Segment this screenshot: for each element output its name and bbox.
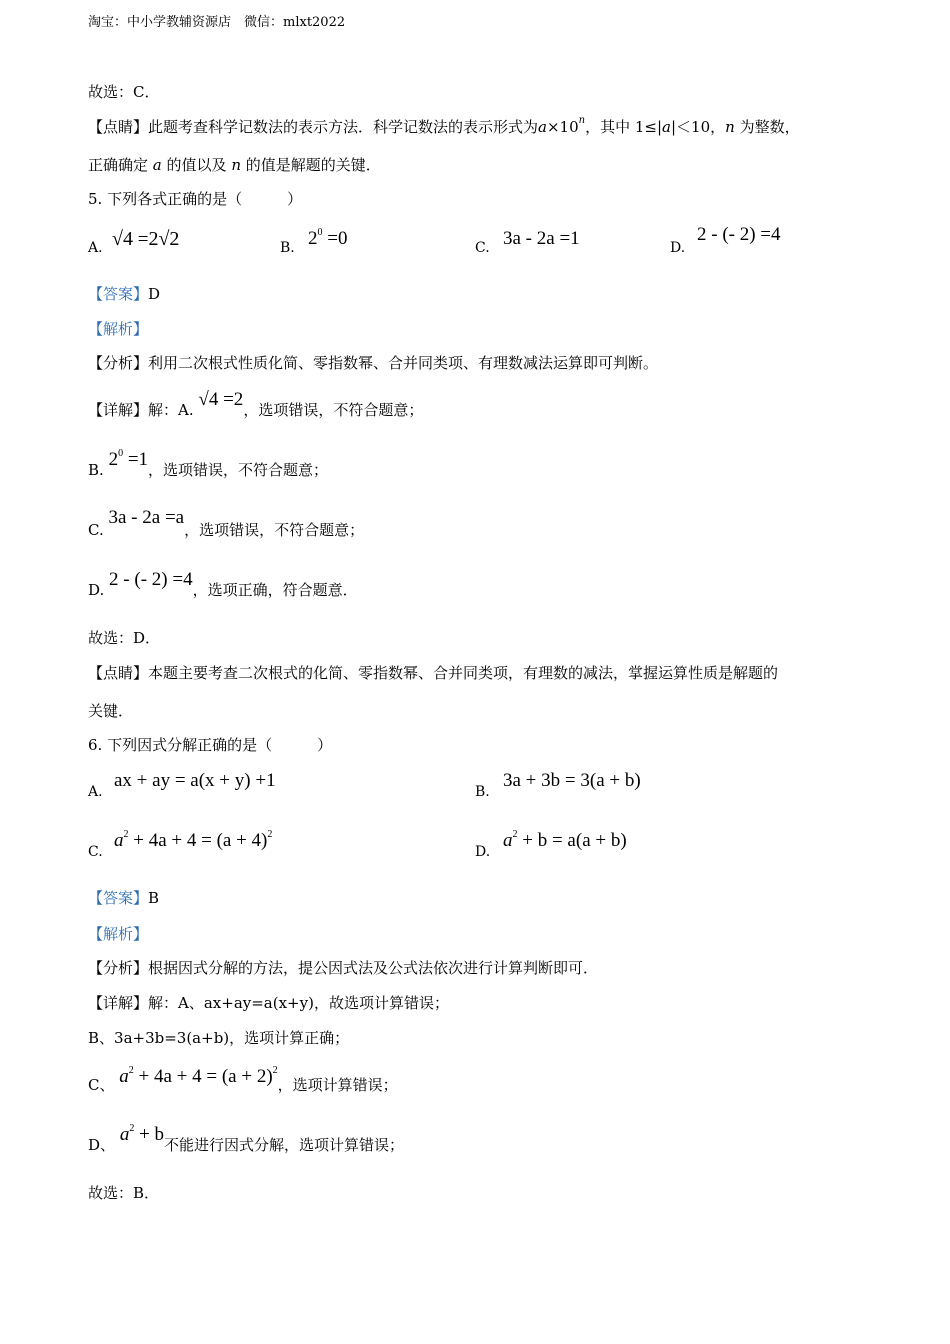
q5-comment-line2: 关键． [88, 702, 134, 720]
q6-detail-d [88, 1123, 405, 1158]
q6-detail-a [88, 993, 449, 1013]
q5-choose: 故选：D． [88, 629, 161, 647]
comment-text: 本题主要考查二次根式的化简、零指数幂、合并同类项，有理数的减法，掌握运算性质是解题的 [148, 664, 779, 682]
base: a [119, 1124, 130, 1145]
q5-answer [88, 284, 160, 304]
fenxi-tag: 【分析】 [88, 959, 149, 977]
comment-text: ，其中 1≤| [585, 118, 663, 136]
q5-detail-a [88, 389, 424, 420]
q5-detail-b [88, 448, 329, 483]
expr-rest: + 4a + 4 = (a + 2) [133, 1066, 273, 1087]
q5-fenxi [88, 353, 658, 373]
option-label: C. [88, 844, 103, 860]
detail-math: 2 - (- 2) =4 [109, 569, 193, 590]
page-header: 淘宝：中小学教辅资源店 微信：mlxt2022 [88, 15, 346, 30]
var-a: a [152, 156, 162, 174]
option-expr [503, 830, 627, 852]
detail-math [119, 1066, 277, 1087]
exponent: 2 [123, 829, 129, 840]
detail-math [109, 449, 148, 470]
exponent: 2 [128, 1065, 134, 1076]
q6-choose: 故选：B． [88, 1184, 160, 1202]
base: 2 [108, 449, 119, 470]
detail-tag: 【详解】 [88, 994, 149, 1012]
expr-rest: + b = a(a + b) [517, 830, 627, 851]
q6-fenxi [88, 958, 598, 978]
q6-stem: 6. 下列因式分解正确的是（ ） [88, 736, 333, 754]
equals: = [137, 229, 149, 250]
q4-comment-line2 [88, 155, 381, 175]
fenxi-tag: 【分析】 [88, 354, 149, 372]
option-expr: 3a + 3b = 3(a + b) [503, 770, 641, 791]
q5-detail-c [88, 507, 365, 540]
base: a [119, 1066, 129, 1087]
fenxi-text: 根据因式分解的方法，提公因式法及公式法依次进行计算判断即可． [148, 959, 599, 977]
comment-tag: 【点睛】 [88, 664, 149, 682]
comment-tag: 【点睛】 [88, 118, 149, 136]
exponent: 2 [267, 829, 273, 840]
q5-analysis-tag: 【解析】 [88, 320, 149, 338]
base: 2 [308, 228, 318, 249]
detail-label: C、 [88, 1076, 115, 1094]
q5-comment-line1 [88, 663, 778, 683]
detail-label: C. [88, 521, 104, 539]
detail-intro: 解：A. [148, 401, 194, 419]
times-ten: ×10 [546, 118, 579, 136]
equals-rhs: =0 [327, 228, 348, 249]
two-sqrt-two: 2√2 [148, 228, 180, 250]
detail-math: 3a - 2a =a [108, 507, 185, 528]
detail-math [120, 1124, 164, 1145]
q5-detail-d [88, 569, 358, 600]
exponent: 0 [118, 448, 124, 459]
detail-text: ，选项错误，不符合题意； [243, 401, 424, 419]
detail-tag: 【详解】 [88, 401, 149, 419]
detail-text: 不能进行因式分解，选项计算错误； [164, 1136, 405, 1154]
detail-math: √4 =2 [198, 389, 244, 410]
detail-text: ，选项正确，符合题意． [192, 581, 358, 599]
detail-text: ，选项错误，不符合题意； [184, 521, 365, 539]
base: a [114, 830, 124, 851]
exp-n: n [578, 115, 586, 126]
q4-choose: 故选：C． [88, 83, 160, 101]
comment-text: |＜10， [670, 118, 726, 136]
comment-text: 的值以及 [166, 156, 227, 174]
option-expr [308, 228, 347, 250]
detail-label: B. [88, 461, 104, 479]
comment-text: 为整数， [739, 118, 800, 136]
detail-text: ，选项错误，不符合题意； [148, 461, 329, 479]
option-label: C. [475, 240, 490, 256]
expr-rest: + b [134, 1124, 165, 1145]
q6-analysis-tag: 【解析】 [88, 925, 149, 943]
comment-text: 此题考查科学记数法的表示方法．科学记数法的表示形式为 [148, 118, 539, 136]
answer-tag: 【答案】 [88, 889, 149, 907]
answer-value: B [148, 889, 160, 907]
comment-text: 正确确定 [88, 156, 149, 174]
var-n: n [725, 118, 735, 136]
detail-label: D. [88, 581, 105, 599]
option-expr: ax + ay = a(x + y) +1 [114, 770, 276, 791]
expr-rest: + 4a + 4 = (a + 4) [128, 830, 268, 851]
exponent: 2 [129, 1123, 135, 1134]
option-label: D. [670, 240, 686, 256]
option-expr: 2 - (- 2) =4 [697, 224, 781, 245]
answer-tag: 【答案】 [88, 285, 149, 303]
base: a [503, 830, 513, 851]
option-label: A. [88, 240, 103, 256]
exponent: 2 [272, 1065, 278, 1076]
q6-answer [88, 888, 159, 908]
option-expr [112, 228, 179, 251]
option-label: B. [475, 784, 490, 800]
detail-text: ，选项计算错误； [277, 1076, 398, 1094]
option-expr [114, 830, 272, 852]
detail-text: 解：A、ax+ay=a(x+y)，故选项计算错误； [148, 994, 449, 1012]
q6-detail-b: B、3a+3b=3(a+b)，选项计算正确； [88, 1029, 350, 1047]
fenxi-text: 利用二次根式性质化简、零指数幂、合并同类项、有理数减法运算即可判断。 [148, 354, 659, 372]
sqrt-four: √4 [112, 228, 133, 250]
var-a: a [662, 118, 671, 136]
equals-rhs: =1 [127, 449, 149, 470]
option-expr: 3a - 2a =1 [503, 228, 580, 249]
q5-stem: 5. 下列各式正确的是（ ） [88, 190, 303, 208]
q4-comment-line1 [88, 117, 800, 140]
detail-label: D、 [88, 1136, 116, 1154]
q6-detail-c [88, 1065, 398, 1098]
option-label: B. [280, 240, 295, 256]
answer-value: D [148, 285, 161, 303]
var-n: n [231, 156, 241, 174]
comment-text: 的值是解题的关键． [245, 156, 381, 174]
option-label: D. [475, 844, 491, 860]
exponent: 0 [317, 227, 323, 238]
var-a: a [538, 118, 547, 136]
option-label: A. [88, 784, 103, 800]
exponent: 2 [512, 829, 518, 840]
